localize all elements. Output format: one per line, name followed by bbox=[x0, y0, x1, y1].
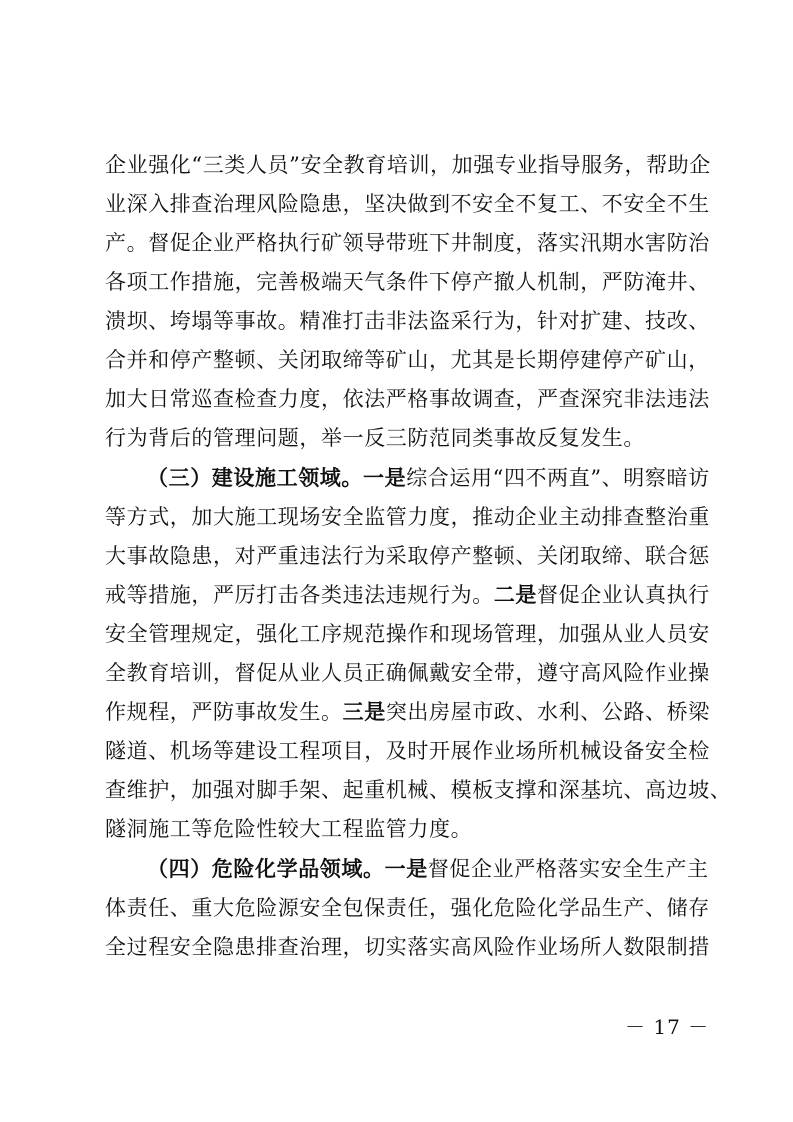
text-run: 隧道、机场等建设工程项目，及时开展作业场所机械设备安全检 bbox=[105, 739, 710, 763]
section-heading-line bbox=[147, 850, 709, 888]
text-line bbox=[105, 146, 711, 184]
point-marker: 二是 bbox=[493, 583, 538, 607]
text-run: 督促企业认真执行 bbox=[537, 583, 710, 607]
text-line bbox=[105, 771, 732, 809]
text-line bbox=[105, 615, 710, 653]
text-run: 全过程安全隐患排查治理，切实落实高风险作业场所人数限制措 bbox=[105, 935, 710, 959]
section-heading: （四）危险化学品领域。 bbox=[147, 857, 385, 881]
text-run: 查维护，加强对脚手架、起重机械、模板支撑和深基坑、高边坡、 bbox=[105, 778, 732, 802]
text-run: 综合运用“四不两直”、明察暗访 bbox=[406, 466, 710, 490]
text-run: 加大日常巡查检查力度，依法严格事故调查，严查深究非法违法 bbox=[105, 387, 710, 411]
text-line bbox=[105, 380, 710, 418]
text-run: 等方式，加大施工现场安全监管力度，推动企业主动排查整治重 bbox=[105, 505, 710, 529]
text-run: 体责任、重大危险源安全包保责任，强化危险化学品生产、储存 bbox=[105, 896, 710, 920]
point-marker: 三是 bbox=[342, 700, 386, 724]
text-run: 业深入排查治理风险隐患，坚决做到不安全不复工、不安全不生 bbox=[105, 192, 710, 216]
text-run: 督促企业严格落实安全生产主 bbox=[427, 857, 709, 881]
text-line bbox=[105, 576, 710, 614]
text-line bbox=[105, 889, 710, 927]
point-marker: 一是 bbox=[363, 466, 407, 490]
section-heading: （三）建设施工领域。 bbox=[147, 466, 363, 490]
text-run: 隧洞施工等危险性较大工程监管力度。 bbox=[105, 817, 473, 841]
text-run: 溃坝、垮塌等事故。精准打击非法盗采行为，针对扩建、技改、 bbox=[105, 309, 710, 333]
section-heading-line bbox=[147, 459, 710, 497]
text-line bbox=[105, 224, 710, 262]
text-run: 戒等措施，严厉打击各类违法违规行为。 bbox=[105, 583, 494, 607]
text-line bbox=[105, 302, 710, 340]
text-run: 作规程，严防事故发生。 bbox=[105, 700, 343, 724]
text-run: 各项工作措施，完善极端天气条件下停产撤人机制，严防淹井、 bbox=[105, 270, 710, 294]
text-line bbox=[105, 537, 710, 575]
text-run: 行为背后的管理问题，举一反三防范同类事故反复发生。 bbox=[105, 426, 645, 450]
text-run: 突出房屋市政、水利、公路、桥梁 bbox=[385, 700, 710, 724]
text-run: 安全管理规定，强化工序规范操作和现场管理，加强从业人员安 bbox=[105, 622, 710, 646]
text-run: 全教育培训，督促从业人员正确佩戴安全带，遵守高风险作业操 bbox=[105, 661, 710, 685]
text-run: 企业强化“三类人员”安全教育培训，加强专业指导服务，帮助企 bbox=[105, 153, 711, 177]
text-run: 合并和停产整顿、关闭取缔等矿山，尤其是长期停建停产矿山， bbox=[105, 348, 710, 372]
point-marker: 一是 bbox=[384, 857, 428, 881]
text-line bbox=[105, 732, 710, 770]
text-line bbox=[105, 693, 710, 731]
text-line bbox=[105, 341, 710, 379]
text-line bbox=[105, 498, 710, 536]
page-number: － 17 － bbox=[625, 1015, 710, 1039]
text-line bbox=[105, 810, 691, 848]
text-line bbox=[105, 654, 710, 692]
text-line bbox=[105, 928, 710, 966]
text-line bbox=[105, 419, 691, 457]
text-run: 大事故隐患，对严重违法行为采取停产整顿、关闭取缔、联合惩 bbox=[105, 544, 710, 568]
text-line bbox=[105, 263, 710, 301]
text-run: 产。督促企业严格执行矿领导带班下井制度，落实汛期水害防治 bbox=[105, 231, 710, 255]
text-line bbox=[105, 185, 710, 223]
